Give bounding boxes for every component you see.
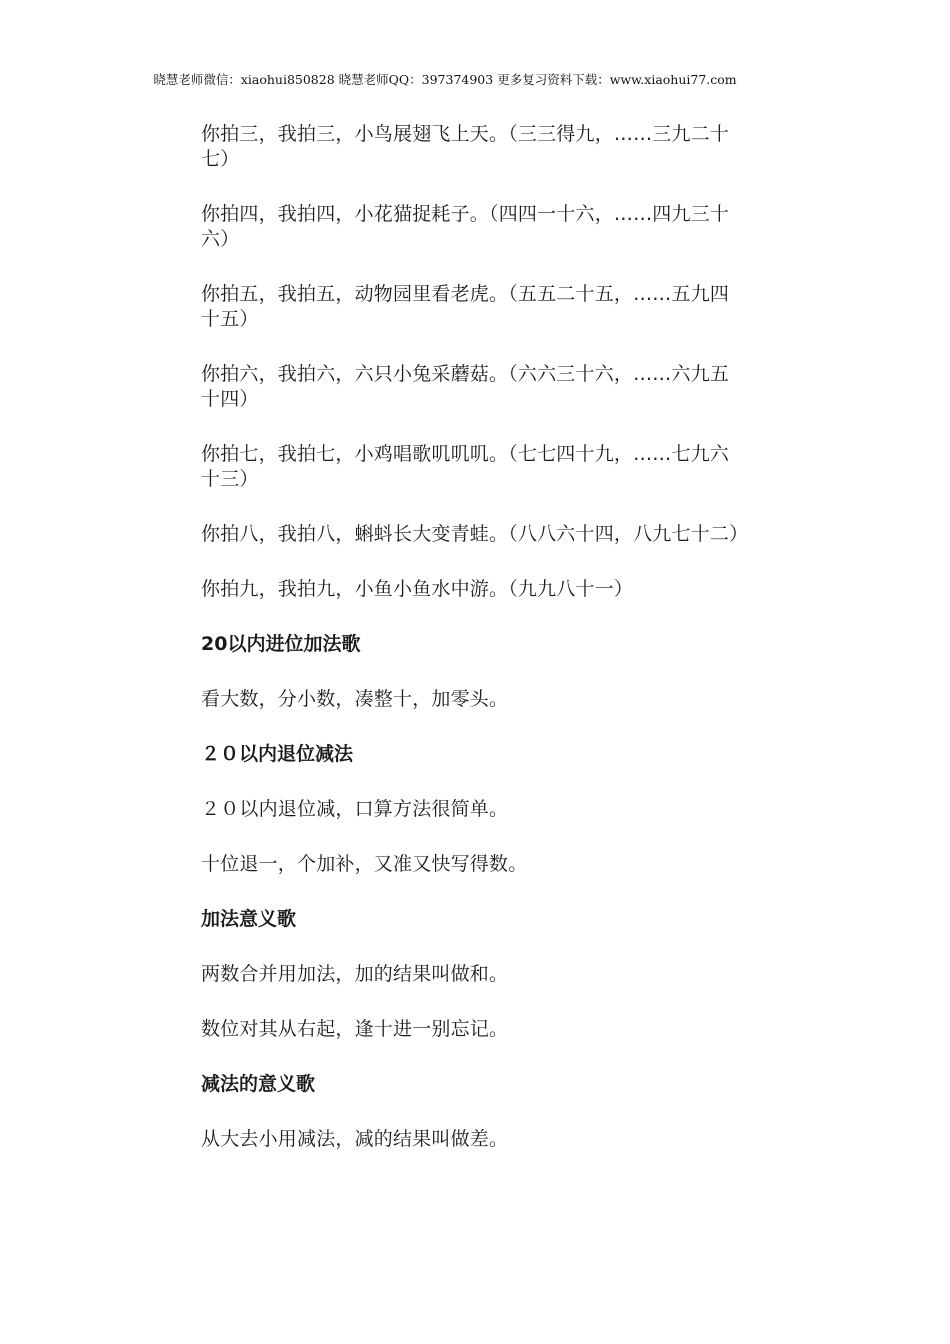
page-header: 晓慧老师微信：xiaohui850828 晓慧老师QQ：397374903 更多复习资料下载：www.xiaohui77.com [153, 72, 737, 87]
heading-addition-carry: 20以内进位加法歌 [201, 633, 361, 655]
addition-carry-line: 看大数，分小数，凑整十，加零头。 [201, 688, 509, 710]
subtraction-meaning-line-1: 从大去小用减法，减的结果叫做差。 [201, 1128, 509, 1150]
rhyme-six: 你拍六，我拍六，六只小兔采蘑菇。（六六三十六，……六九五十四） [201, 363, 730, 410]
addition-meaning-line-1: 两数合并用加法，加的结果叫做和。 [201, 963, 509, 985]
heading-subtraction-borrow: ２０以内退位减法 [201, 743, 354, 765]
rhyme-nine: 你拍九，我拍九，小鱼小鱼水中游。（九九八十一） [201, 578, 634, 600]
rhyme-three: 你拍三，我拍三，小鸟展翅飞上天。（三三得九，……三九二十七） [201, 123, 730, 170]
heading-subtraction-meaning: 减法的意义歌 [201, 1073, 316, 1095]
subtraction-borrow-line-1: ２０以内退位减，口算方法很简单。 [201, 798, 509, 820]
subtraction-borrow-line-2: 十位退一，个加补，又准又快写得数。 [201, 853, 528, 875]
addition-meaning-line-2: 数位对其从右起，逢十进一别忘记。 [201, 1018, 509, 1040]
rhyme-four: 你拍四，我拍四，小花猫捉耗子。（四四一十六，……四九三十六） [201, 203, 730, 250]
rhyme-eight: 你拍八，我拍八，蝌蚪长大变青蛙。（八八六十四，八九七十二） [201, 523, 749, 545]
heading-addition-meaning: 加法意义歌 [201, 908, 297, 930]
document-body [201, 122, 749, 1182]
rhyme-seven: 你拍七，我拍七，小鸡唱歌叽叽叽。（七七四十九，……七九六十三） [201, 443, 730, 490]
rhyme-five: 你拍五，我拍五，动物园里看老虎。（五五二十五，……五九四十五） [201, 283, 730, 330]
